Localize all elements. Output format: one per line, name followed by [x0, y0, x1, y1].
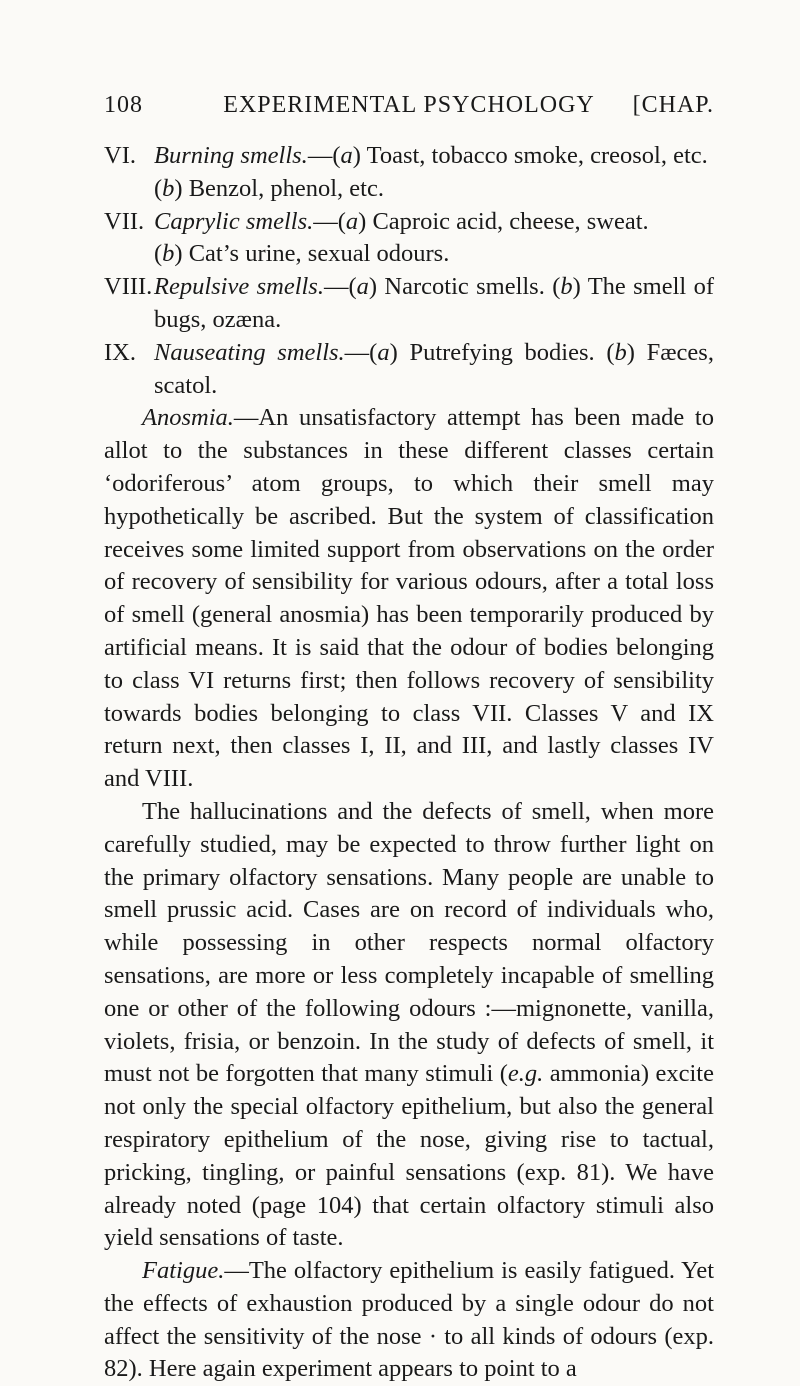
- page-number: 108: [104, 92, 143, 118]
- eg-abbrev: e.g.: [507, 1060, 544, 1088]
- class-content: Burning smells.—(a) Toast, tobacco smoke, creosol, etc. (b) Benzol, phenol, etc.: [154, 142, 708, 202]
- class-b: The smell of bugs, ozæna.: [154, 273, 714, 333]
- class-item-vii: [104, 206, 714, 272]
- class-content: Repulsive smells.—(a) Narcotic smells. (b) The smell of bugs, ozæna.: [154, 273, 714, 333]
- marker-b: b: [162, 174, 175, 202]
- anosmia-text: —An unsatisfactory attempt has been made to allot to the substances in these different classes certain ‘odoriferous’ atom groups, to which their smell may hypothetically be ascribed. But the system of classification receives some limited support from observations on the order of recovery of sensibility for various odours, after a total loss of smell (general anosmia) has been temporarily produced by artificial means. It is said that the odour of bodies belonging to class VI returns first; then follows recovery of sensibility towards bodies belonging to class VII. Classes V and IX return next, then classes I, II, and III, and lastly classes IV and VIII.: [104, 404, 714, 793]
- class-b: Benzol, phenol, etc.: [188, 174, 384, 202]
- class-b: Cat’s urine, sexual odours.: [188, 240, 450, 268]
- class-name: Caprylic smells.: [154, 207, 314, 235]
- class-a: Caproic acid, cheese, sweat.: [372, 207, 649, 235]
- class-number: IX.: [104, 338, 136, 366]
- class-number: VII.: [104, 207, 145, 235]
- anosmia-heading: Anosmia.: [142, 404, 234, 432]
- class-a: Toast, tobacco smoke, creosol, etc.: [366, 142, 708, 169]
- class-item-viii: [104, 271, 714, 337]
- running-title: EXPERIMENTAL PSYCHOLOGY: [223, 92, 595, 118]
- class-item-ix: [104, 337, 714, 403]
- hallucinations-text-1: The hallucinations and the defects of smell, when more carefully studied, may be expected to throw further light on the primary olfactory sensations. Many people are unable to smell prussic acid. Cases are on record of individuals who, while possessing in other respects normal olfactory sensations, are more or less completely incapable of smelling one or other of the following odours :—mignonette, vanilla, violets, frisia, or benzoin. In the study of defects of smell, it must not be forgotten that many stimuli (: [104, 797, 714, 1088]
- class-name: Repulsive smells.: [154, 273, 324, 301]
- fatigue-text: —The olfactory epithelium is easily fatigued. Yet the effects of exhaustion produced by a single odour do not affect the sensitivity of the nose · to all kinds of odours (exp. 82). Here again experiment appears to point to a: [104, 1257, 714, 1383]
- hallucinations-paragraph: [104, 796, 714, 1255]
- class-b: Fæces, scatol.: [154, 338, 714, 399]
- marker-a: a: [345, 207, 359, 235]
- marker-b: b: [614, 338, 627, 366]
- class-a: Putrefying bodies.: [409, 338, 595, 366]
- class-name: Nauseating smells.: [154, 338, 345, 366]
- running-header: [104, 92, 714, 132]
- marker-b: b: [560, 273, 573, 301]
- class-a: Narcotic smells.: [384, 273, 545, 301]
- class-number: VIII.: [104, 273, 153, 301]
- marker-b: b: [162, 240, 175, 268]
- class-name: Burning smells.: [154, 142, 308, 169]
- class-content: Caprylic smells.—(a) Caproic acid, cheese, sweat. (b) Cat’s urine, sexual odours.: [154, 207, 649, 268]
- chapter-mark: [CHAP.: [632, 92, 714, 118]
- class-item-vi: [104, 140, 714, 206]
- marker-a: a: [340, 142, 353, 169]
- hallucinations-text-2: ammonia) excite not only the special olfactory epithelium, but also the general respiratory epithelium of the nose, giving rise to tactual, pricking, tingling, or painful sensations (exp. 81). We have already noted (page 104) that certain olfactory stimuli also yield sensations of taste.: [104, 1060, 714, 1252]
- marker-a: a: [377, 338, 390, 366]
- marker-a: a: [356, 273, 369, 301]
- fatigue-heading: Fatigue.: [142, 1257, 225, 1285]
- class-number: VI.: [104, 142, 136, 169]
- page-body: [104, 140, 714, 1386]
- anosmia-paragraph: [104, 402, 714, 796]
- class-content: Nauseating smells.—(a) Putrefying bodies. (b) Fæces, scatol.: [154, 338, 714, 399]
- fatigue-paragraph: [104, 1255, 714, 1386]
